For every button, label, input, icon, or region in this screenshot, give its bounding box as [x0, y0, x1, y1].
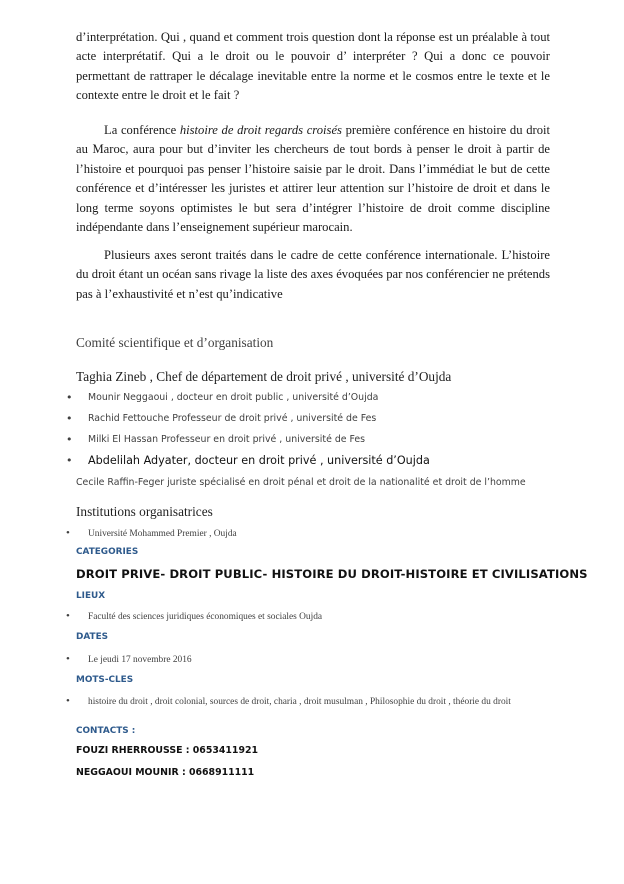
list-item — [66, 387, 430, 408]
bullet-icon: • — [66, 433, 73, 446]
intro-paragraph-2-start: La conférence — [104, 123, 180, 137]
dates-label: DATES — [76, 632, 109, 642]
intro-paragraph-3-text: Plusieurs axes seront traités dans le cadre de cette conférence internationale. L’histoire du droit étant un océan sans rivage la liste des axes évoquées par nos conférencier ne prétends pas à l’exhaustivité et n’est qu’indicative — [76, 248, 550, 301]
institution-text: Université Mohammed Premier , Oujda — [88, 529, 237, 539]
member-text: Rachid Fettouche Professeur de droit privé , université de Fes — [88, 413, 377, 424]
member-text: Mounir Neggaoui , docteur en droit public , université d’Oujda — [88, 392, 379, 403]
contacts-label: CONTACTS : — [76, 726, 136, 736]
bullet-icon: • — [66, 653, 70, 665]
committee-heading: Comité scientifique et d’organisation — [76, 335, 274, 350]
institutions-item — [66, 528, 528, 541]
committee-extra-member: Cecile Raffin-Feger juriste spécialisé en droit pénal et droit de la nationalité et droit de l’homme — [76, 477, 526, 488]
bullet-icon: • — [66, 527, 70, 539]
institutions-heading: Institutions organisatrices — [76, 504, 213, 519]
intro-paragraph-2 — [76, 121, 550, 237]
committee-member-list — [66, 387, 430, 471]
committee-chair: Taghia Zineb , Chef de département de droit privé , université d’Oujda — [76, 369, 452, 384]
dates-text: Le jeudi 17 novembre 2016 — [88, 655, 192, 665]
categories-label: CATEGORIES — [76, 547, 139, 557]
list-item — [66, 450, 430, 471]
bullet-icon: • — [66, 695, 70, 707]
lieux-text: Faculté des sciences juridiques économiques et sociales Oujda — [88, 612, 323, 622]
bullet-icon: • — [66, 610, 70, 622]
conference-title: histoire de droit regards croisés — [179, 123, 342, 137]
list-item — [66, 429, 430, 450]
contact-2: NEGGAOUI MOUNIR : 0668911111 — [76, 767, 255, 778]
bullet-icon: • — [66, 412, 73, 425]
member-text: Milki El Hassan Professeur en droit privé , université de Fes — [88, 434, 366, 445]
list-item — [66, 408, 430, 429]
categories-value: DROIT PRIVE- DROIT PUBLIC- HISTOIRE DU DROIT-HISTOIRE ET CIVILISATIONS — [76, 567, 588, 581]
dates-item — [66, 654, 528, 667]
member-text: Abdelilah Adyater, docteur en droit privé , université d’Oujda — [88, 454, 430, 467]
bullet-icon: • — [66, 391, 73, 404]
bullet-icon: • — [66, 454, 73, 467]
lieux-label: LIEUX — [76, 591, 106, 601]
mots-cles-item — [66, 696, 528, 709]
intro-paragraph-1-text: d’interprétation. Qui , quand et comment trois question dont la réponse est un préalable à tout acte interprétatif. Qui a le droit ou le pouvoir d’ interpréter ? Qui a donc ce pouvoir permettant de rattraper le décalage inevitable entre la norme et le cosmos entre le texte et le contexte entre le droit et le fait ? — [76, 30, 550, 103]
contact-1: FOUZI RHERROUSSE : 0653411921 — [76, 745, 259, 756]
intro-paragraph-3 — [76, 246, 550, 304]
lieux-item — [66, 611, 528, 624]
mots-cles-label: MOTS-CLES — [76, 675, 134, 685]
mots-cles-text: histoire du droit , droit colonial, sources de droit, charia , droit musulman , Philosophie du droit , théorie du droit — [88, 697, 511, 707]
intro-paragraph-2-rest: première conférence en histoire du droit au Maroc, aura pour but d’inviter les chercheurs de tout bords à penser le droit à partir de l’histoire et pourquoi pas penser l’histoire saisie par le droit. Dans l’immédiat le but de cette conférence et d’intéresser les juristes et attirer leur attention sur l’histoire de droit et dans le long terme soyons optimistes le but sera d’intégrer l’histoire de droit comme discipline indépendante dans l’enseignement supérieur marocain. — [76, 123, 550, 235]
intro-paragraph-1 — [76, 28, 550, 106]
